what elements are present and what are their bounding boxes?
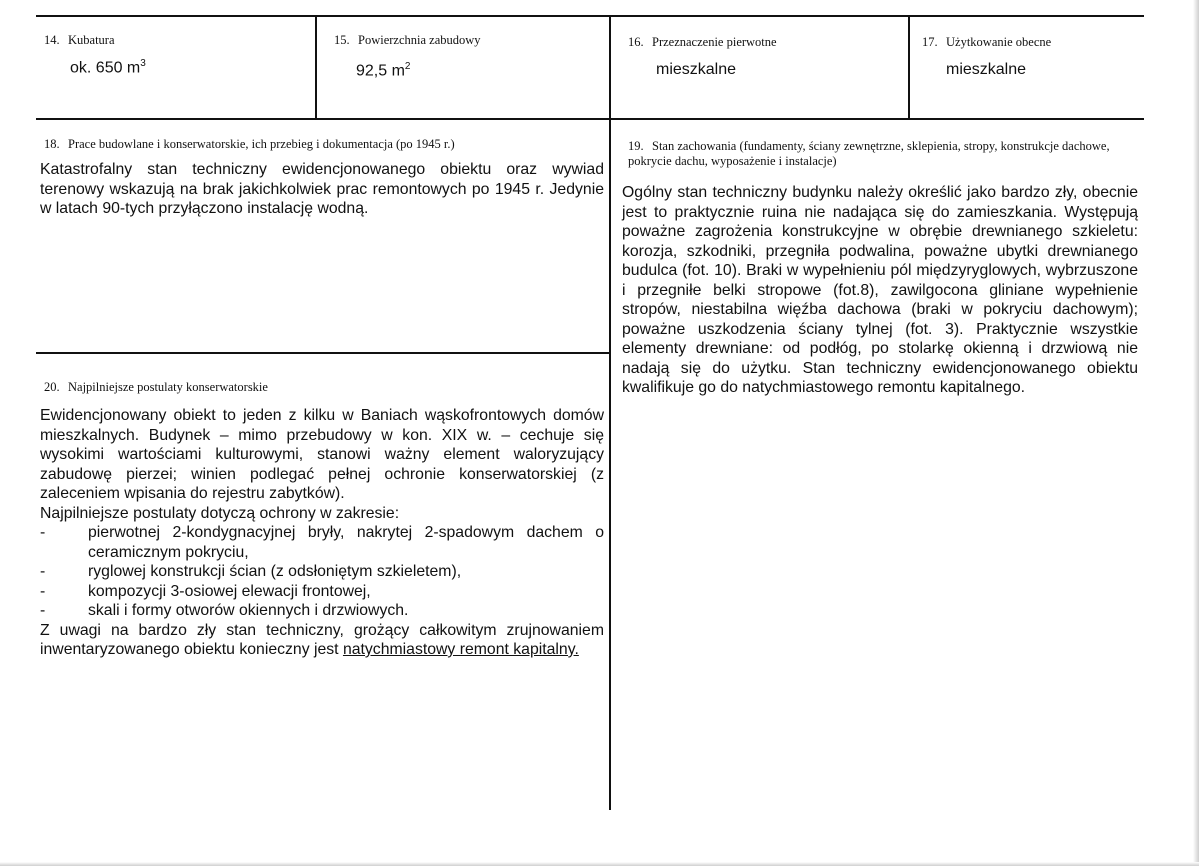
field-value-powierzchnia: 92,5 $m^2$: [356, 61, 411, 80]
paper-edge-right: [1193, 0, 1199, 866]
postulaty-list: [40, 523, 604, 621]
postulaty-closing-underlined: natychmiastowy remont kapitalny.: [342, 641, 579, 658]
field-text-postulaty: [40, 406, 604, 660]
field-value-uzytkowanie: mieszkalne: [946, 61, 1027, 78]
list-item: - skali i formy otworów okiennych i drzwiowych.: [40, 602, 409, 619]
postulaty-lead: Najpilniejsze postulaty dotyczą ochrony w zakresie:: [40, 504, 400, 522]
paper-edge-bottom: [0, 862, 1199, 866]
postulaty-intro: Ewidencjonowany obiekt to jeden z kilku w Baniach wąskofrontowych domów mieszkalnych. Budynek – mimo przebudowy w kon. XIX w. – cechuje się wysokimi wartościami kulturowymi, stanowi ważny element waloryzujący zabudowę pierzei; winien podlegać pełnej ochronie konserwatorskiej (z zaleceniem wpisania do rejestru zabytków).: [40, 407, 604, 502]
col-rule-3: [908, 15, 910, 120]
field-label-przeznaczenie: 16. Przeznaczenie pierwotne: [628, 35, 777, 49]
field-label-uzytkowanie: 17. Użytkowanie obecne: [922, 35, 1052, 49]
list-item: - ryglowej konstrukcji ścian (z odsłoniętym szkieletem),: [40, 563, 462, 580]
field-label-postulaty: 20. Najpilniejsze postulaty konserwatorskie: [44, 380, 268, 394]
field-text-stan: Ogólny stan techniczny budynku należy określić jako bardzo zły, obecnie jest to praktycznie ruina nie nadająca się do zamieszkania. Występują poważne zagrożenia konstrukcyjne w obrębie drewnianego szkieletu: korozja, szkodniki, przegniła podwalina, poważne ubytki drewnianego budulca (fot. 10). Braki w wypełnieniu pól międzyryglowych, wybrzuszone i przegniłe belki stropowe (fot.8), zawilgocona gliniane wypełnienie stropów, niestabilna więźba dachowa (braki w pokryciu dachowym); poważne uszkodzenia ściany tylnej (fot. 3). Praktycznie wszystkie elementy drewniane: od podłóg, po stolarkę okienną i drzwiową nie nadają się do użytku. Stan techniczny ewidencjonowanego obiektu kwalifikuje go do natychmiastowego remontu kapitalnego.: [622, 184, 1138, 396]
col-rule-1: [315, 15, 317, 120]
col-rule-2: [609, 15, 611, 810]
postulaty-closing: Z uwagi na bardzo zły stan techniczny, grożący całkowitym zrujnowaniem inwentaryzowanego obiektu konieczny jest natychmiastowy remont kapitalny.: [40, 621, 604, 658]
field-text-prace: Katastrofalny stan techniczny ewidencjonowanego obiektu oraz wywiad terenowy wskazują na brak jakichkolwiek prac remontowych po 1945 r. Jedynie w latach 90-tych przyłączono instalację wodną.: [40, 161, 604, 217]
row-rule-1: [36, 118, 1144, 120]
field-label-stan: 19. Stan zachowania (fundamenty, ściany zewnętrzne, sklepienia, stropy, konstrukcje dachowe, pokrycie dachu, wyposażenie i instalacje): [628, 139, 1110, 168]
top-rule: [36, 15, 1144, 17]
field-value-przeznaczenie: mieszkalne: [656, 61, 737, 78]
field-label-kubatura: 14. Kubatura: [44, 33, 115, 47]
field-label-prace: 18. Prace budowlane i konserwatorskie, ich przebieg i dokumentacja (po 1945 r.): [44, 137, 455, 151]
list-item: - kompozycji 3-osiowej elewacji frontowej,: [40, 582, 371, 600]
field-label-powierzchnia: 15. Powierzchnia zabudowy: [334, 33, 481, 47]
mid-rule-left: [36, 352, 611, 354]
field-value-kubatura: ok. 650 $m^3$: [70, 58, 146, 77]
list-item: - pierwotnej 2-kondygnacyjnej bryły, nakrytej 2-spadowym dachem o ceramicznym pokryciu,: [40, 524, 604, 561]
